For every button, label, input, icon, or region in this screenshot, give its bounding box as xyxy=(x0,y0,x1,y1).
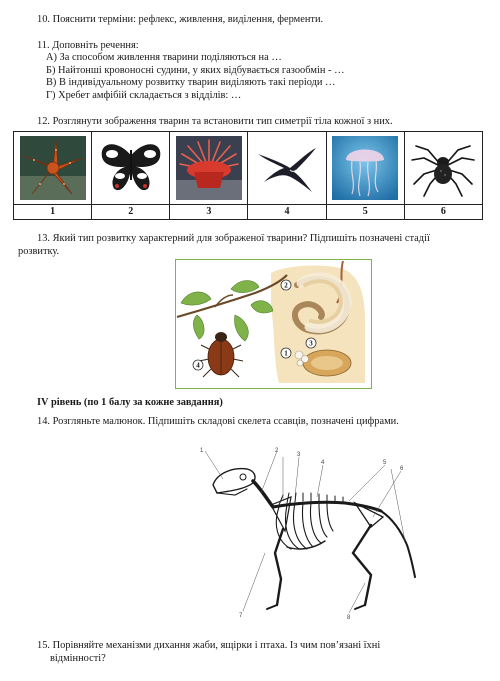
stage-label-2: 2 xyxy=(284,281,288,290)
animal-cell-3 xyxy=(170,132,248,205)
animal-cell-2 xyxy=(92,132,170,205)
question-13-line2: розвитку. xyxy=(18,246,60,257)
sea-anemone-image xyxy=(176,136,242,200)
question-15-line1: 15. Порівняйте механізми дихання жаби, ящірки і птаха. Із чим пов’язані їхні xyxy=(37,640,381,651)
animals-table xyxy=(13,131,483,220)
question-11-a: А) За способом живлення тварини поділяються на … xyxy=(46,52,282,63)
question-11-d: Г) Хребет амфібій складається з відділів: … xyxy=(46,90,242,101)
question-15-line2: відмінності? xyxy=(50,653,106,664)
skeleton-label-7: 7 xyxy=(239,613,243,619)
stage-label-1: 1 xyxy=(284,349,288,358)
question-11-c: В) В індивідуальному розвитку тварин виділяють такі періоди … xyxy=(46,77,336,88)
animal-cell-6 xyxy=(404,132,482,205)
stage-label-3: 3 xyxy=(309,339,313,348)
animal-cell-5 xyxy=(326,132,404,205)
beetle-development-figure xyxy=(175,259,372,389)
jellyfish-image xyxy=(332,136,398,200)
skeleton-label-3: 3 xyxy=(297,452,301,458)
swallow-image xyxy=(254,136,320,200)
spider-image xyxy=(410,136,476,200)
animal-number-2: 2 xyxy=(92,205,170,220)
question-12: 12. Розглянути зображення тварин та встановити тип симетрії тіла кожної з них. xyxy=(37,116,393,127)
question-14: 14. Розгляньте малюнок. Підпишіть складові скелета ссавців, позначені цифрами. xyxy=(37,416,399,427)
animal-cell-4 xyxy=(248,132,326,205)
skeleton-label-2: 2 xyxy=(275,448,279,454)
animal-number-3: 3 xyxy=(170,205,248,220)
question-11-title: 11. Доповніть речення: xyxy=(37,40,139,51)
butterfly-image xyxy=(98,136,164,200)
skeleton-label-4: 4 xyxy=(321,460,325,466)
skeleton-label-1: 1 xyxy=(200,448,204,454)
pupa-icon xyxy=(303,350,351,376)
question-11-b: Б) Найтонші кровоносні судини, у яких відбувається газообмін - … xyxy=(46,65,345,76)
animal-number-5: 5 xyxy=(326,205,404,220)
mammal-skeleton-figure xyxy=(195,445,425,620)
starfish-image xyxy=(20,136,86,200)
level-4-heading: IV рівень (по 1 балу за кожне завдання) xyxy=(37,397,223,408)
question-13-line1: 13. Який тип розвитку характерний для зображеної тварини? Підпишіть позначені стадії xyxy=(37,233,430,244)
stage-label-4: 4 xyxy=(196,361,200,370)
skeleton-label-5: 5 xyxy=(383,460,387,466)
animal-number-1: 1 xyxy=(14,205,92,220)
animal-cell-1 xyxy=(14,132,92,205)
skeleton-label-6: 6 xyxy=(400,466,404,472)
question-10: 10. Пояснити терміни: рефлекс, живлення, виділення, ферменти. xyxy=(37,14,324,25)
animal-number-4: 4 xyxy=(248,205,326,220)
animal-number-6: 6 xyxy=(404,205,482,220)
skeleton-label-8: 8 xyxy=(347,615,351,620)
